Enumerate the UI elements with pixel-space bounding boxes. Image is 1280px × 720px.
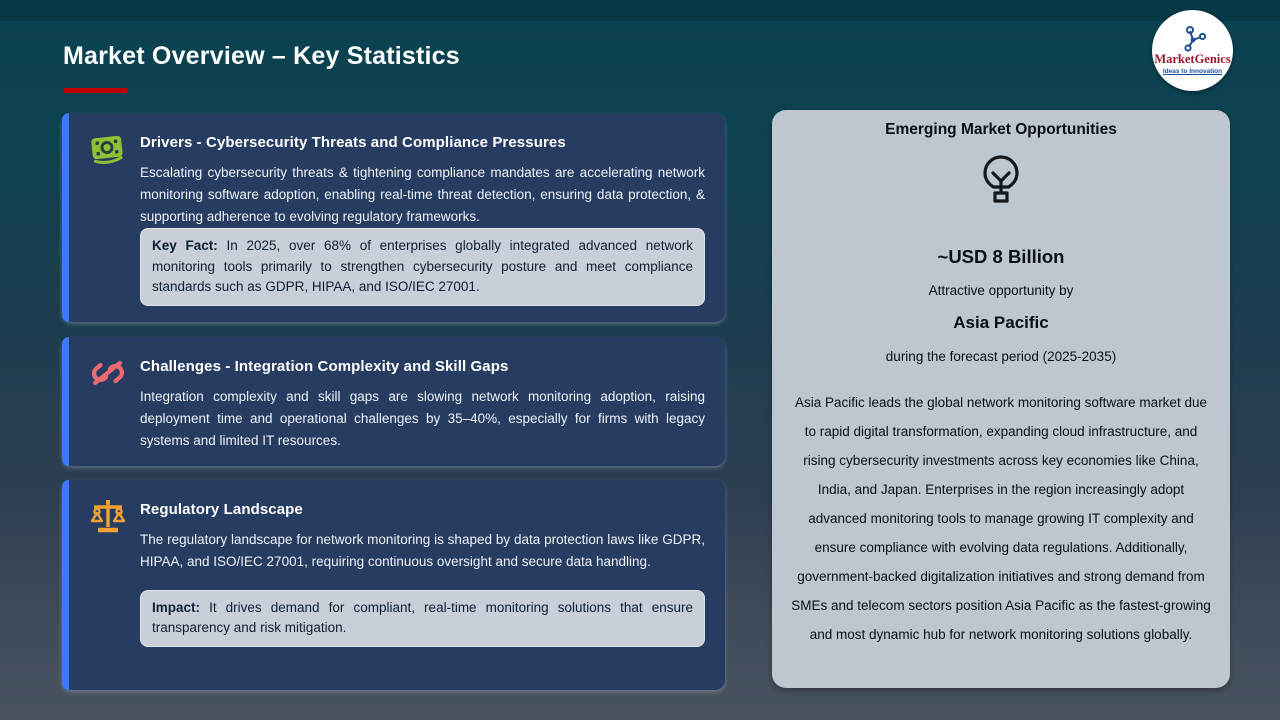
opportunity-panel [772,110,1230,688]
opportunity-period: during the forecast period (2025-2035) [885,349,1117,364]
card-title: Regulatory Landscape [140,501,303,518]
top-strip [0,0,1280,21]
card-title: Challenges - Integration Complexity and Skill Gaps [140,358,509,375]
opportunity-subtitle: Attractive opportunity by [928,283,1074,298]
card-body: Integration complexity and skill gaps are slowing network monitoring adoption, raising deployment time and operational challenges by 35–40%, especially for firms with legacy systems and limited IT resources. [140,389,705,448]
impact-text: It drives demand for compliant, real-time monitoring solutions that ensure transparency and risk mitigation. [152,599,693,636]
opportunity-description: Asia Pacific leads the global network monitoring software market due to rapid digital transformation, expanding cloud infrastructure, and rising cybersecurity investments across key economies like China, India, and Japan. Enterprises in the region increasingly adopt advanced monitoring tools to manage growing IT complexity and ensure compliance with evolving data regulations. Additionally, government-backed digitalization initiatives and strong demand from SMEs and telecom sectors position Asia Pacific as the fastest-growing and most dynamic hub for network monitoring solutions globally. [791,395,1211,642]
impact-box [140,590,705,647]
broken-link-icon [89,356,125,392]
logo-tagline: Ideas to Innovation [1162,67,1223,75]
opportunity-region: Asia Pacific [953,313,1049,332]
impact-label: Impact: [152,599,201,615]
panel-title: Emerging Market Opportunities [885,121,1117,138]
card-drivers [62,113,725,322]
molecule-icon [1180,26,1206,53]
lightbulb-icon [788,155,1214,212]
money-icon [89,132,125,168]
marketgenics-logo [1152,10,1233,91]
card-body: Escalating cybersecurity threats & tightening compliance mandates are accelerating network monitoring software adoption, enabling real-time threat detection, ensuring data protection, & supporting adherence to evolving regulatory frameworks. [140,165,705,224]
logo-name: MarketGenics [1154,52,1231,67]
card-title: Drivers - Cybersecurity Threats and Compliance Pressures [140,134,566,151]
key-fact-text: In 2025, over 68% of enterprises globally integrated advanced network monitoring tools primarily to strengthen cybersecurity posture and meet compliance standards such as GDPR, HIPAA, and ISO/IEC 27001. [152,238,693,295]
key-fact-label: Key Fact: [152,238,218,254]
key-fact-box [140,228,705,306]
card-regulatory [62,480,725,690]
scales-icon [89,499,125,535]
title-underline [64,88,127,93]
opportunity-value: ~USD 8 Billion [937,246,1065,267]
card-challenges [62,337,725,466]
page-title: Market Overview – Key Statistics [63,42,460,70]
card-body: The regulatory landscape for network monitoring is shaped by data protection laws like GDPR, HIPAA, and ISO/IEC 27001, requiring continuous oversight and secure data handling. [140,532,705,569]
